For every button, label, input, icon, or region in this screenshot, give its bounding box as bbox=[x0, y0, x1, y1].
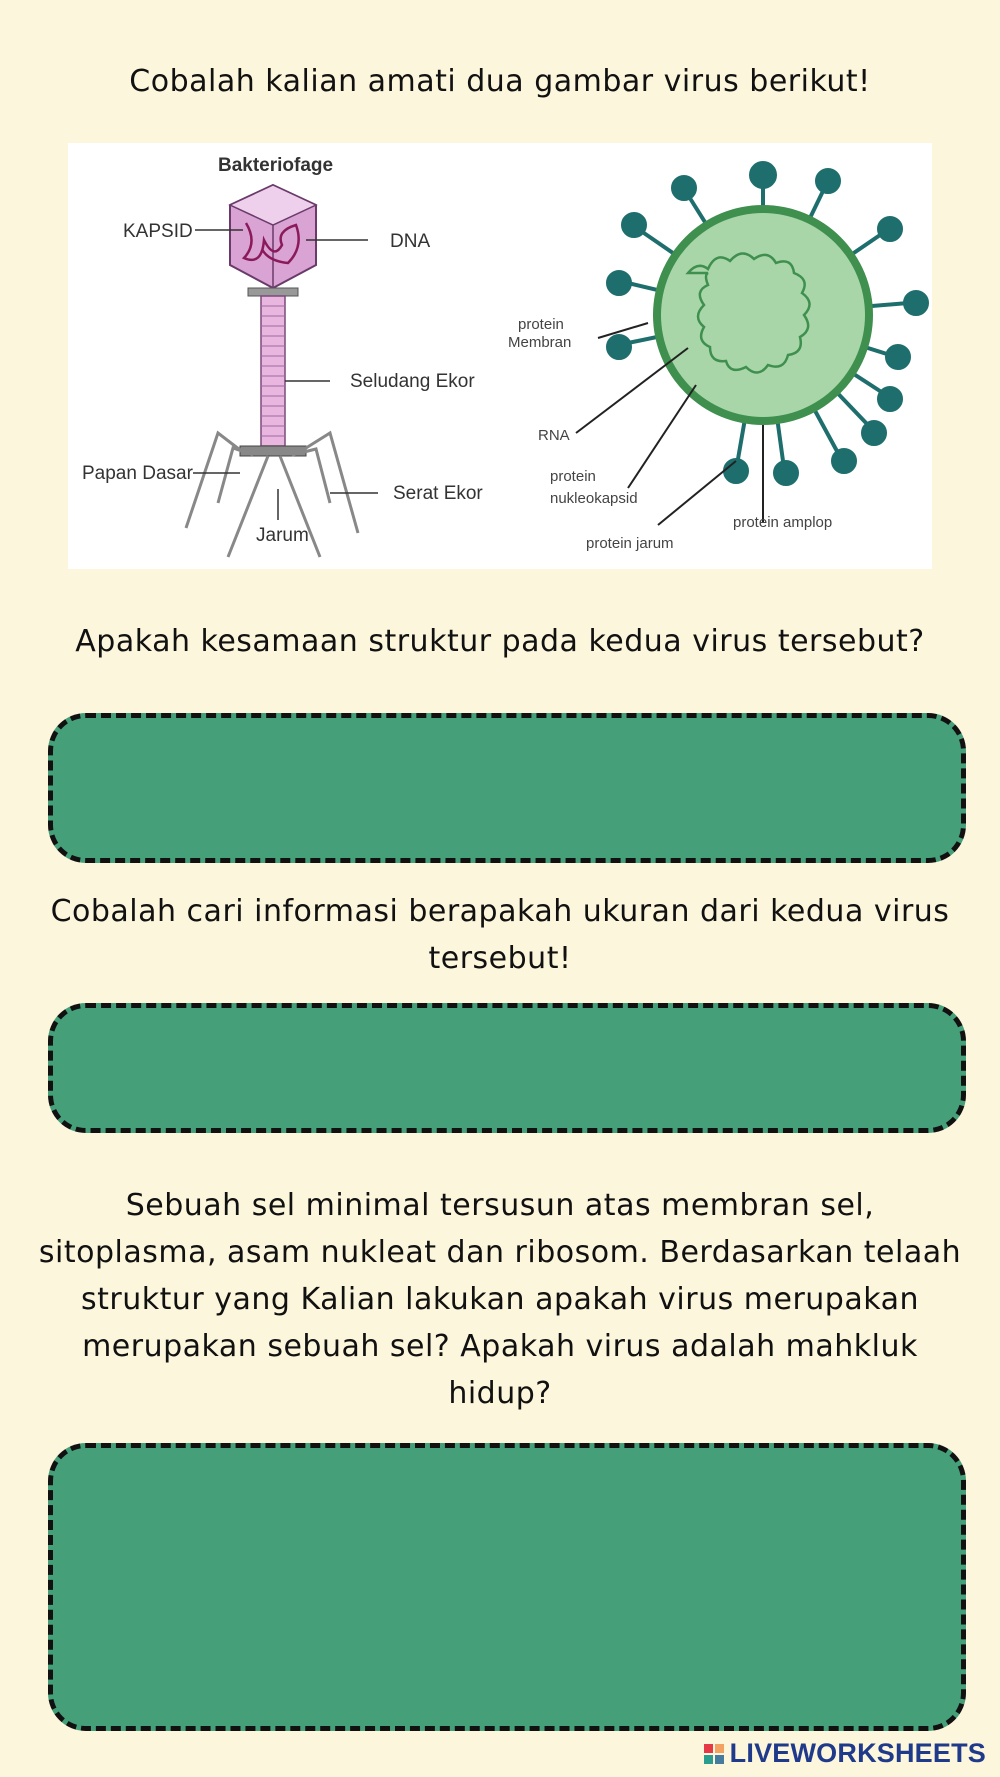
virus-body-shape bbox=[608, 163, 927, 484]
bacteriophage-title: Bakteriofage bbox=[218, 155, 334, 176]
liveworksheets-brand: LIVEWORKSHEETS bbox=[729, 1738, 986, 1768]
liveworksheets-icon bbox=[704, 1744, 724, 1764]
answer-box-size[interactable] bbox=[48, 1003, 966, 1133]
question-size: Cobalah cari informasi berapakah ukuran dari kedua virus tersebut! bbox=[50, 894, 950, 976]
answer-box-is-virus-a-cell[interactable] bbox=[48, 1443, 966, 1731]
collar-shape bbox=[248, 288, 298, 296]
question-is-virus-a-cell: Sebuah sel minimal tersusun atas membran sel, sitoplasma, asam nukleat dan ribosom. Berdasarkan telaah struktur yang Kalian lakukan apakah virus merupakan merupakan sebuah sel? Apakah virus adalah mahkluk hidup? bbox=[38, 1188, 962, 1411]
virus-diagram-svg bbox=[68, 143, 932, 569]
question-similarity: Apakah kesamaan struktur pada kedua virus tersebut? bbox=[75, 624, 925, 659]
tail-sheath-shape bbox=[261, 296, 285, 446]
liveworksheets-logo bbox=[704, 1738, 986, 1769]
label-protein-membran-2: Membran bbox=[508, 334, 572, 351]
label-protein-membran-1: protein bbox=[518, 316, 564, 333]
instruction-observe: Cobalah kalian amati dua gambar virus berikut! bbox=[129, 64, 871, 99]
label-protein-amplop: protein amplop bbox=[733, 514, 833, 531]
label-protein-nukleokapsid-1: protein bbox=[550, 468, 596, 485]
label-papan-dasar: Papan Dasar bbox=[82, 463, 193, 484]
capsid-shape bbox=[230, 185, 316, 288]
label-serat-ekor: Serat Ekor bbox=[393, 483, 483, 504]
label-dna: DNA bbox=[390, 231, 431, 252]
label-protein-jarum: protein jarum bbox=[586, 535, 674, 552]
virus-diagram bbox=[68, 143, 932, 569]
label-jarum: Jarum bbox=[256, 525, 309, 546]
label-kapsid: KAPSID bbox=[123, 221, 193, 242]
label-rna: RNA bbox=[538, 427, 570, 444]
answer-box-similarity[interactable] bbox=[48, 713, 966, 863]
label-seludang-ekor: Seludang Ekor bbox=[350, 371, 475, 392]
label-protein-nukleokapsid-2: nukleokapsid bbox=[550, 490, 638, 507]
